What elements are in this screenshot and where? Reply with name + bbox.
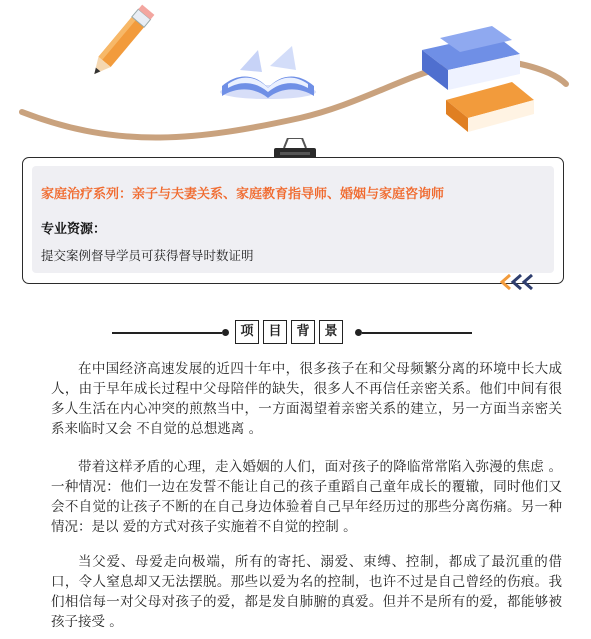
heading-dot-right [355,329,362,336]
heading-title [235,320,343,344]
section-heading [112,320,472,346]
heading-line-left [112,332,222,334]
series-title: 家庭治疗系列：亲子与夫妻关系、家庭教育指导师、婚姻与家庭咨询师 [41,187,445,202]
heading-char: 背 [291,320,315,344]
heading-dot-left [222,329,229,336]
heading-char: 项 [235,320,259,344]
paragraph-2: 带着这样矛盾的心理，走入婚姻的人们，面对孩子的降临常常陷入弥漫的焦虑 。一种情况：他们一边在发誓不能让自己的孩子重蹈自己童年成长的覆辙，同时他们又会不自觉的让孩子不断的在自己身边体验着自己早年经历过的那些分离伤痛。另一种情况：是以 爱的方式对孩子实施着不自觉的控制 。 [51,459,562,535]
paragraph-3: 当父爱、母爱走向极端，所有的寄托、溺爱、束缚、控制，都成了最沉重的借口，令人窒息却又无法摆脱。那些以爱为名的控制，也许不过是自己曾经的伤痕。我们相信每一对父母对孩子的爱，都是发自肺腑的真爱。但并不是所有的爱，都能够被孩子接受 。 [51,554,562,630]
course-info-panel [32,166,554,273]
heading-line-right [362,332,472,334]
chevrons-icon [498,272,542,296]
pencil-icon [88,5,154,80]
heading-char: 目 [263,320,287,344]
resource-text: 提交案例督导学员可获得督导时数证明 [41,248,254,263]
book-stack-icon [422,26,534,132]
header-illustration [0,0,591,150]
paragraph-1: 在中国经济高速发展的近四十年中，很多孩子在和父母频繁分离的环境中长大成人，由于早年成长过程中父母陪伴的缺失，很多人不再信任亲密关系。他们中间有很多人生活在内心冲突的煎熬当中，一方面渴望着亲密关系的建立，另一方面当亲密关系来临时又会 不自觉的总想逃离 。 [51,361,562,437]
open-book-icon [220,46,316,99]
heading-char: 景 [319,320,343,344]
resource-title: 专业资源： [41,222,107,237]
course-info-card [22,157,564,284]
